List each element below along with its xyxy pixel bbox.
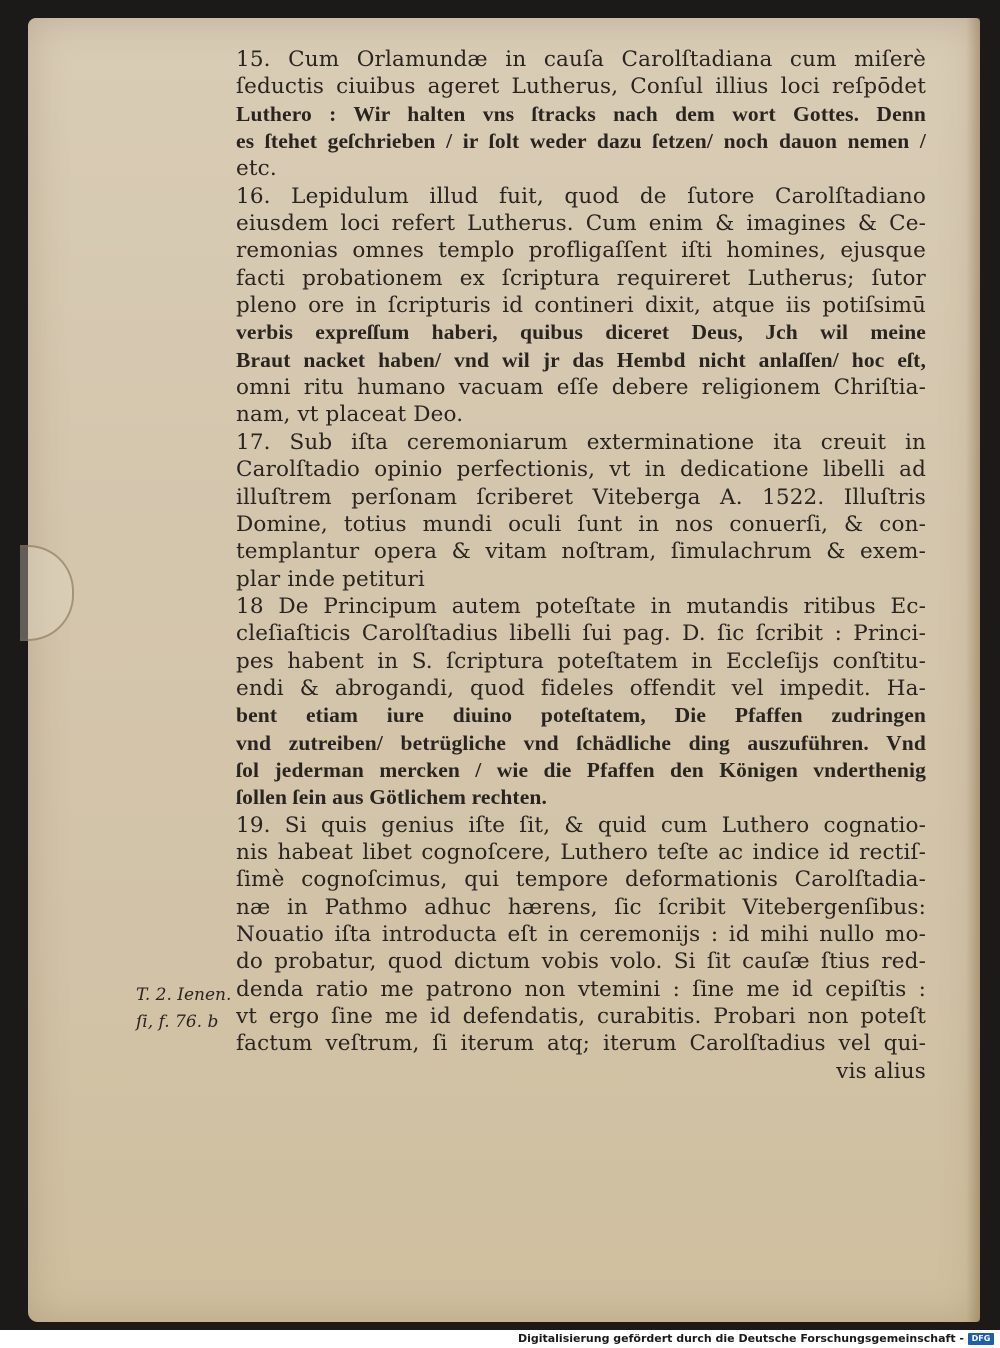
dfg-logo-icon: DFG [968,1333,994,1345]
footer-bar [0,1330,1000,1348]
text-line: ſeductis ciuibus ageret Lutherus, Conſul illius loci reſpōdet [236,74,926,100]
text-line: etc. [236,156,277,182]
text-line: ſol jederman mercken / wie die Pfaffen den Königen vnderthenig [236,757,926,782]
text-line: 18 De Principum autem poteſtate in mutandis ritibus Ec- [236,593,926,619]
text-line: remonias omnes templo profligaſſent iſti homines, ejusque [236,238,926,264]
margin-note-line: ſi, f. 76. b [136,1012,219,1032]
text-line: Nouatio iſta introducta eſt in ceremonijs : id mihi nullo mo- [236,922,926,947]
text-line: ſollen ſein aus Götlichem rechten. [236,785,548,810]
text-line: verbis expreſſum haberi, quibus diceret Deus, Jch wil meine [236,320,926,345]
text-line: Carolſtadio opinio perfectionis, vt in dedicatione libelli ad [236,457,926,483]
text-line: Domine, totius mundi oculi ſunt in nos conuerſi, & con- [236,511,926,537]
margin-note-line: T. 2. Ienen. [136,985,232,1005]
text-line: do probatur, quod dictum vobis volo. Si ſit cauſæ ſtius red- [236,949,926,975]
text-line: facti probationem ex ſcriptura requireret Lutherus; ſutor [236,265,926,291]
text-line: pleno ore in ſcripturis id contineri dixit, atque iis potiſsimū [236,293,926,319]
text-line: cleſiaſticis Carolſtadius libelli ſui pag. D. ſic ſcribit : Princi- [236,621,926,647]
text-line: es ſtehet geſchrieben / ir ſolt weder dazu ſetzen/ noch dauon nemen / [236,129,926,154]
text-line: 19. Si quis genius iſte ſit, & quid cum Luthero cognatio- [236,812,926,838]
text-line: 17. Sub iſta ceremoniarum exterminatione ita creuit in [236,429,926,455]
text-line: vnd zutreiben/ betrügliche vnd ſchädliche ding auszuführen. Vnd [236,730,926,755]
text-line: vis alius [836,1058,926,1084]
text-line: illuſtrem perſonam ſcriberet Viteberga A. 1522. Illuſtris [236,484,926,510]
text-line: vt ergo ſine me id defendatis, curabitis. Probari non poteſt [236,1004,926,1030]
text-line: denda ratio me patrono non vtemini : ſine me id cepiſtis : [236,976,926,1002]
text-line: nam, vt placeat Deo. [236,402,464,428]
text-line: pes habent in S. ſcriptura poteſtatem in Eccleſijs conſtitu- [236,648,926,674]
text-line: nis habeat libet cognoſcere, Luthero teſte ac indice id rectiſ- [236,839,926,865]
text-line: 16. Lepidulum illud fuit, quod de ſutore Carolſtadiano [236,183,926,209]
text-line: Braut nacket haben/ vnd wil jr das Hembd nicht anlaſſen/ hoc eſt, [236,347,926,372]
body-text [236,46,926,1085]
text-line: næ in Pathmo adhuc hærens, ſic ſcribit Vitebergenſibus: [236,894,926,920]
page-edge-shadow [966,18,980,1322]
text-line: Luthero : Wir halten vns ſtracks nach dem wort Gottes. Denn [236,101,926,126]
text-line: plar inde petituri [236,566,425,592]
text-line: endi & abrogandi, quod fideles offendit vel impedit. Ha- [236,675,926,701]
text-line: templantur opera & vitam noſtram, ſimulachrum & exem- [236,539,926,565]
footer-credit: Digitalisierung gefördert durch die Deutsche Forschungsgemeinschaft - [517,1332,964,1345]
text-line: bent etiam iure diuino poteſtatem, Die Pfaffen zudringen [236,703,926,728]
text-line: eiusdem loci refert Lutherus. Cum enim & imagines & Ce- [236,211,926,237]
text-line: 15. Cum Orlamundæ in cauſa Carolſtadiana cum miſerè [236,47,926,72]
text-line: factum veſtrum, ſi iterum atq; iterum Carolſtadius vel qui- [236,1031,926,1057]
margin-note [136,982,231,1036]
text-line: ſimè cognoſcimus, qui tempore deformationis Carolſtadia- [236,867,926,893]
text-line: omni ritu humano vacuam eſſe debere religionem Chriſtia- [236,375,926,401]
